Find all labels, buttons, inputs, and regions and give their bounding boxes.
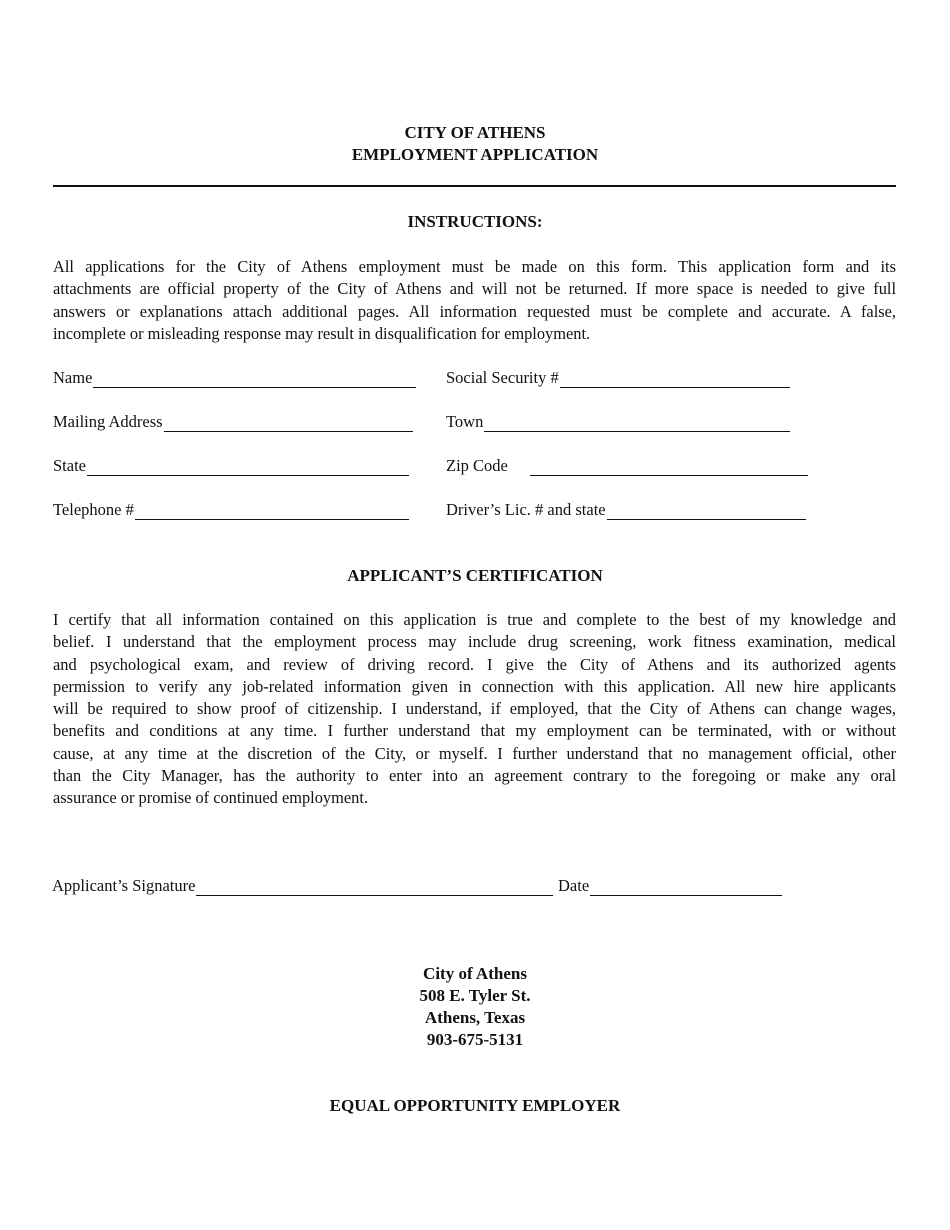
drivers-license-input-line[interactable] bbox=[607, 500, 806, 520]
telephone-field[interactable] bbox=[53, 496, 409, 520]
name-field[interactable] bbox=[53, 364, 416, 388]
certification-line: will be required to show proof of citizenship. I understand, if employed, that the City of Athens can change wages, bbox=[53, 699, 896, 719]
state-label: State bbox=[53, 456, 86, 475]
zip-code-label: Zip Code bbox=[446, 456, 508, 475]
state-field[interactable] bbox=[53, 452, 409, 476]
zip-code-input-line[interactable] bbox=[530, 456, 808, 476]
mailing-address-input-line[interactable] bbox=[164, 412, 413, 432]
certification-line: and psychological exam, and review of driving record. I give the City of Athens and its authorized agents bbox=[53, 654, 896, 674]
signature-input-line[interactable] bbox=[196, 876, 553, 896]
form-subtitle: EMPLOYMENT APPLICATION bbox=[351, 145, 599, 164]
address-city-name: City of Athens bbox=[423, 964, 527, 983]
certification-line: cause, at any time at the discretion of the City, or myself. I further understand that no management official, other bbox=[53, 743, 896, 763]
telephone-label: Telephone # bbox=[53, 500, 134, 519]
town-field[interactable] bbox=[446, 408, 790, 432]
signature-label: Applicant’s Signature bbox=[52, 876, 196, 895]
certification-line: permission to verify any job-related information given in connection with this application. All new hire applicants bbox=[53, 676, 896, 696]
instructions-line: attachments are official property of the City of Athens and will not be returned. If more space is needed to give full bbox=[53, 279, 896, 299]
name-label: Name bbox=[53, 368, 93, 387]
certification-line: belief. I understand that the employment process may include drug screening, work fitness examination, medical bbox=[53, 632, 896, 652]
certification-line: benefits and conditions at any time. I further understand that my employment can be terminated, with or without bbox=[53, 721, 896, 741]
certification-paragraph bbox=[53, 609, 896, 810]
mailing-address-field[interactable] bbox=[53, 408, 413, 432]
certification-line: I certify that all information contained on this application is true and complete to the best of my knowledge and bbox=[53, 610, 896, 629]
address-city-state: Athens, Texas bbox=[424, 1008, 526, 1027]
date-label: Date bbox=[558, 876, 590, 895]
instructions-line: incomplete or misleading response may result in disqualification for employment. bbox=[53, 323, 591, 343]
certification-line: than the City Manager, has the authority to enter into an agreement contrary to the foregoing or make any oral bbox=[53, 766, 896, 786]
signature-field[interactable] bbox=[52, 872, 553, 896]
name-input-line[interactable] bbox=[93, 368, 416, 388]
ssn-label: Social Security # bbox=[446, 368, 559, 387]
ssn-field[interactable] bbox=[446, 364, 790, 388]
telephone-input-line[interactable] bbox=[135, 500, 409, 520]
date-field[interactable] bbox=[558, 872, 782, 896]
zip-code-field[interactable] bbox=[446, 452, 808, 476]
certification-heading: APPLICANT’S CERTIFICATION bbox=[347, 566, 603, 585]
town-label: Town bbox=[446, 412, 484, 431]
town-input-line[interactable] bbox=[484, 412, 790, 432]
drivers-license-field[interactable] bbox=[446, 496, 806, 520]
form-title: CITY OF ATHENS bbox=[404, 123, 546, 142]
address-phone: 903-675-5131 bbox=[426, 1030, 524, 1049]
ssn-input-line[interactable] bbox=[560, 368, 790, 388]
state-input-line[interactable] bbox=[87, 456, 409, 476]
header-divider bbox=[53, 185, 896, 187]
certification-line: assurance or promise of continued employment. bbox=[53, 788, 368, 808]
equal-opportunity-footer: EQUAL OPPORTUNITY EMPLOYER bbox=[329, 1096, 621, 1115]
address-street: 508 E. Tyler St. bbox=[419, 986, 531, 1005]
drivers-license-label: Driver’s Lic. # and state bbox=[446, 500, 606, 519]
instructions-paragraph bbox=[53, 256, 896, 345]
instructions-line: answers or explanations attach additional pages. All information requested must be complete and accurate. A false, bbox=[53, 301, 896, 321]
instructions-line: All applications for the City of Athens employment must be made on this form. This application form and its bbox=[53, 257, 896, 276]
date-input-line[interactable] bbox=[590, 876, 782, 896]
mailing-address-label: Mailing Address bbox=[53, 412, 163, 431]
instructions-heading: INSTRUCTIONS: bbox=[407, 212, 543, 231]
